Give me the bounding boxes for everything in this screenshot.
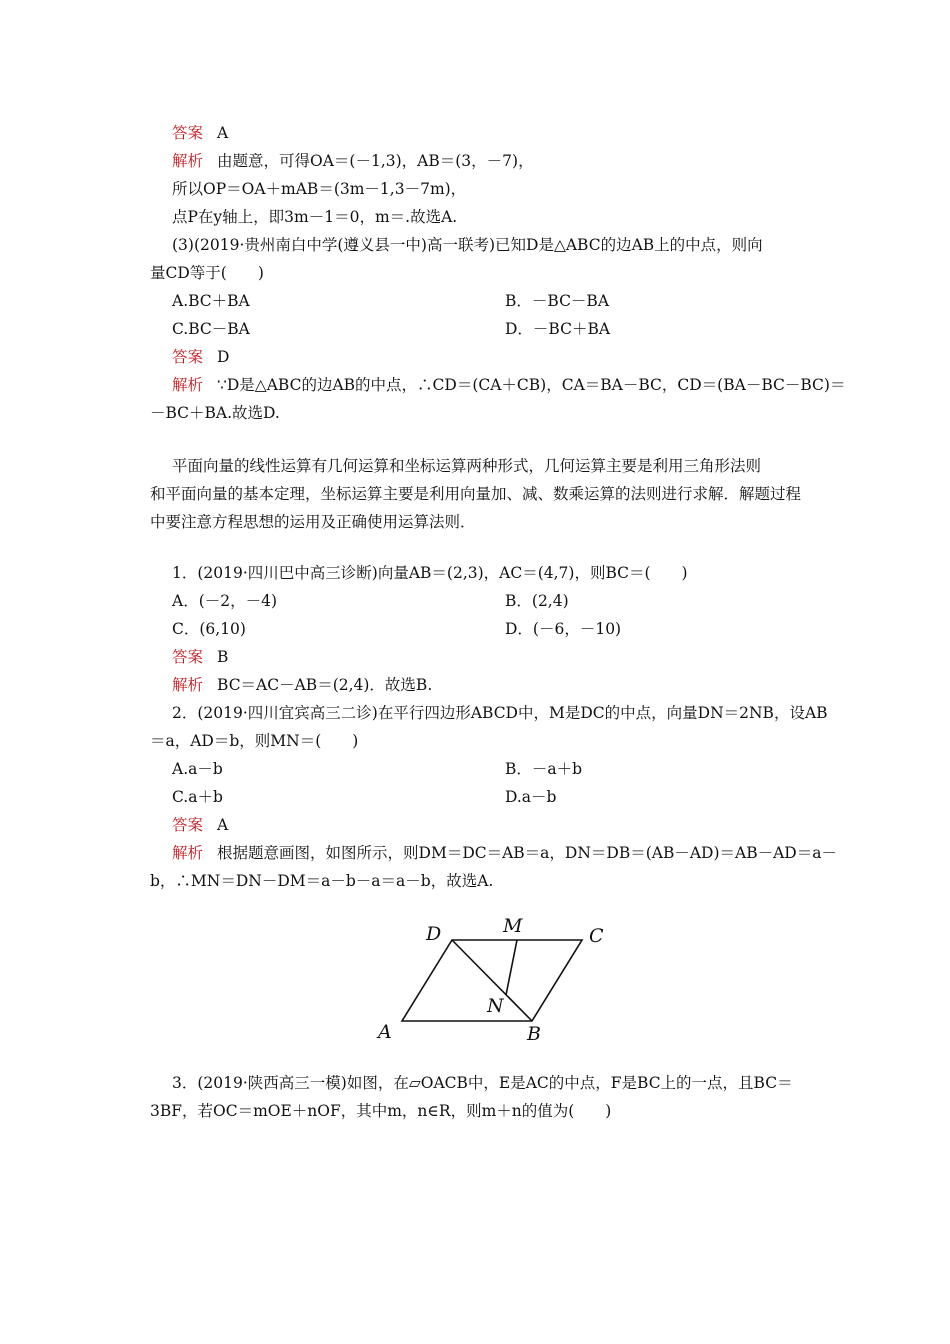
option-c: C.a＋b: [172, 788, 223, 806]
analysis-line: 点P在y轴上，即3m－1＝0，m＝.故选A.: [172, 208, 458, 226]
question-stem: 1．(2019·四川巴中高三诊断)向量AB＝(2,3)，AC＝(4,7)，则BC＝( ): [172, 564, 688, 582]
answer-row-1: [172, 123, 228, 143]
option-d: D．－BC＋BA: [505, 320, 611, 338]
option-c: C．(6,10): [172, 620, 246, 638]
analysis-label: 解析: [172, 676, 204, 694]
answer-value: D: [217, 348, 230, 366]
label-n: N: [487, 995, 504, 1017]
analysis-row-1: [172, 151, 534, 171]
question-stem: 量CD等于( ): [150, 264, 264, 282]
question-stem: ＝a，AD＝b，则MN＝( ): [150, 732, 359, 750]
option-a: A.a－b: [172, 760, 223, 778]
analysis-row-2: [172, 375, 845, 395]
option-d: D.a－b: [505, 788, 557, 806]
analysis-label: 解析: [172, 844, 204, 862]
answer-value: A: [217, 816, 229, 834]
analysis-label: 解析: [172, 376, 204, 394]
label-b: B: [527, 1023, 541, 1045]
label-a: A: [378, 1021, 392, 1043]
answer-row-3: [172, 647, 228, 667]
analysis-text: 由题意，可得OA＝(－1,3)，AB＝(3，－7)，: [217, 152, 534, 170]
analysis-row-3: [172, 675, 432, 695]
answer-label: 答案: [172, 124, 204, 142]
label-c: C: [589, 925, 604, 947]
label-d: D: [426, 923, 442, 945]
analysis-row-4: [172, 843, 837, 863]
summary-line: 中要注意方程思想的运用及正确使用运算法则．: [150, 513, 476, 531]
option-b: B．－BC－BA: [505, 292, 610, 310]
answer-row-4: [172, 815, 228, 835]
parallelogram-figure: [360, 900, 625, 1050]
answer-row-2: [172, 347, 229, 367]
summary-line: 和平面向量的基本定理，坐标运算主要是利用向量加、减、数乘运算的法则进行求解．解题过程: [150, 485, 802, 503]
analysis-line: b，∴MN＝DN－DM＝a－b－a＝a－b，故选A.: [150, 872, 494, 890]
label-m: M: [503, 915, 523, 937]
answer-value: A: [217, 124, 229, 142]
question-stem: 3BF，若OC＝mOE＋nOF，其中m，n∈R，则m＋n的值为( ): [150, 1102, 612, 1120]
analysis-text: 根据题意画图，如图所示，则DM＝DC＝AB＝a，DN＝DB＝(AB－AD)＝AB－AD＝a－: [217, 844, 837, 862]
option-b: B．－a＋b: [505, 760, 583, 778]
analysis-line: 所以OP＝OA＋mAB＝(3m－1,3－7m)，: [172, 180, 467, 198]
option-d: D．(－6，－10): [505, 620, 622, 638]
option-c: C.BC－BA: [172, 320, 250, 338]
analysis-text: BC＝AC－AB＝(2,4)．故选B.: [217, 676, 433, 694]
segment-mn: [506, 940, 517, 995]
question-stem: (3)(2019·贵州南白中学(遵义县一中)高一联考)已知D是△ABC的边AB上的中点，则向: [172, 236, 763, 254]
question-stem: 2．(2019·四川宜宾高三二诊)在平行四边形ABCD中，M是DC的中点，向量DN＝2NB，设AB: [172, 704, 828, 722]
answer-label: 答案: [172, 816, 204, 834]
analysis-text: ∵D是△ABC的边AB的中点，∴CD＝(CA＋CB)，CA＝BA－BC，CD＝(BA－BC－BC)＝: [217, 376, 846, 394]
option-a: A.BC＋BA: [172, 292, 250, 310]
analysis-line: －BC＋BA.故选D.: [150, 404, 280, 422]
question-stem: 3．(2019·陕西高三一模)如图，在▱OACB中，E是AC的中点，F是BC上的一点，且BC＝: [172, 1074, 793, 1092]
answer-label: 答案: [172, 648, 204, 666]
answer-value: B: [217, 648, 229, 666]
answer-label: 答案: [172, 348, 204, 366]
analysis-label: 解析: [172, 152, 204, 170]
option-a: A．(－2，－4): [172, 592, 278, 610]
summary-line: 平面向量的线性运算有几何运算和坐标运算两种形式，几何运算主要是利用三角形法则: [172, 457, 762, 475]
option-b: B．(2,4): [505, 592, 569, 610]
